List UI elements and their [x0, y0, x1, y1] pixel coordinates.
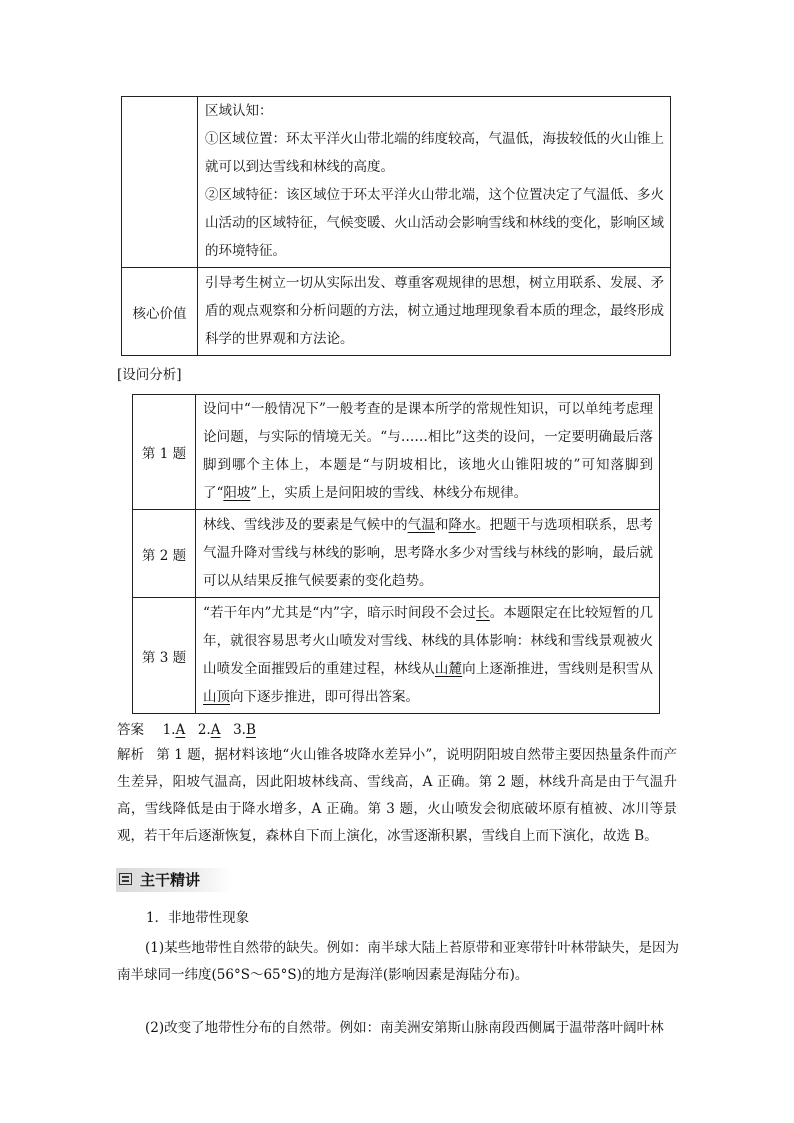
- section-paragraph: (1)某些地带性自然带的缺失。例如：南半球大陆上苔原带和亚寒带针叶林带缺失，是因为南半球同一纬度(56°S～65°S)的地方是海洋(影响因素是海陆分布)。: [117, 940, 679, 983]
- question-analysis-cell: [196, 510, 660, 598]
- analysis-text: “若干年内”尤其是“内”字，暗示时间段不会过: [203, 605, 477, 621]
- table-row: [133, 395, 660, 510]
- underlined-term: 山麓: [434, 661, 463, 677]
- underlined-term: 山顶: [203, 689, 230, 705]
- analysis-text: 。把题干与选项相联系，思考气温升降对雪线与林线的影响，思考降水多少对雪线与林线的影响，最后就可以从结果反推气候要素的变化趋势。: [203, 517, 653, 589]
- answer-value: B: [245, 722, 256, 738]
- row-label: [122, 97, 198, 268]
- analysis-text: 。本题限定在比较短暂的几年，就很容易思考火山喷发对雪线、林线的具体影响：林线和雪线景观被火山喷发全面摧毁后的重建过程，林线从: [203, 605, 654, 677]
- explanation-text: 第 1 题，据材料该地“火山锥各坡降水差异小”，说明阴阳坡自然带主要因热量条件而产生差异，阳坡气温高，因此阳坡林线高、雪线高，A 正确。第 2 题，林线升高是由于气温升高，雪线降低是由于降水增多，A 正确。第 3 题，火山喷发会彻底破坏原有植被、冰川等景观，若干年后逐渐恢复，森林自下而上演化，冰雪逐渐积累，雪线自上而下演化，故选 B。: [117, 747, 678, 844]
- table-row: [122, 268, 671, 356]
- analysis-text: 和: [434, 517, 449, 533]
- answer-number: 1.: [162, 722, 176, 738]
- answer-value: A: [210, 722, 221, 738]
- question-label: 第 2 题: [133, 510, 196, 598]
- answer-number: 2.: [197, 722, 211, 738]
- cell-paragraph: ②区域特征：该区域位于环太平洋火山带北端，这个位置决定了气温低、多火山活动的区域特征，气候变暖、火山活动会影响雪线和林线的变化，影响区域的环境特征。: [205, 187, 664, 259]
- question-analysis-cell: [196, 395, 660, 510]
- table-row: [133, 598, 660, 714]
- answer-line: [117, 720, 256, 740]
- section-title: 主干精讲: [140, 871, 201, 889]
- answer-label: 答案: [117, 722, 144, 738]
- section-item-title: 1．非地带性现象: [146, 910, 250, 926]
- row-label: 核心价值: [122, 268, 198, 356]
- core-value-cell: [198, 268, 671, 356]
- cell-heading: 区域认知：: [205, 103, 273, 119]
- question-analysis-cell: [196, 598, 660, 714]
- analysis-text: 向上逐渐推进，雪线则是积雪从: [462, 661, 653, 677]
- underlined-term: 气温: [407, 517, 435, 533]
- question-label: 第 3 题: [133, 598, 196, 714]
- table-row: [133, 510, 660, 598]
- cell-paragraph: 引导考生树立一切从实际出发、尊重客观规律的思想，树立用联系、发展、矛盾的观点观察和分析问题的方法，树立通过地理现象看本质的理念，最终形成科学的世界观和方法论。: [205, 275, 664, 347]
- analysis-text: 向下逐步推进，即可得出答案。: [230, 689, 419, 705]
- cell-paragraph: ①区域位置：环太平洋火山带北端的纬度较高，气温低，海拔较低的火山锥上就可以到达雪线和林线的高度。: [205, 131, 664, 175]
- question-label: 第 1 题: [133, 395, 196, 510]
- underlined-term: 降水: [448, 517, 476, 533]
- underlined-term: 阳坡: [223, 485, 251, 501]
- explanation-label: 解析: [117, 747, 145, 763]
- answer-number: 3.: [233, 722, 246, 738]
- analysis-text: 设问中“一般情况下”一般考查的是课本所学的常规性知识，可以单纯考虑理论问题，与实际的情境无关。“与……相比”这类的设问，一定要明确最后落脚到哪个主体上，本题是“与阴坡相比，该地火山锥阳坡的”可知落脚到了“: [203, 401, 653, 501]
- table-row: [122, 97, 671, 268]
- analysis-text: ”上，实质上是问阳坡的雪线、林线分布规律。: [250, 485, 528, 501]
- section-header: [116, 868, 232, 892]
- analysis-text: 林线、雪线涉及的要素是气候中的: [203, 517, 408, 533]
- explanation: [117, 742, 677, 850]
- section-paragraph: (2)改变了地带性分布的自然带。例如：南美洲安第斯山脉南段西侧属于温带落叶阔叶林: [145, 1020, 664, 1036]
- answer-value: A: [175, 722, 186, 738]
- literacy-table: [121, 96, 671, 356]
- analysis-title: [设问分析]: [117, 367, 182, 383]
- underlined-term: 长: [476, 605, 490, 621]
- analysis-table: [132, 394, 660, 714]
- list-icon: [119, 873, 132, 885]
- region-cognition-cell: [198, 97, 671, 268]
